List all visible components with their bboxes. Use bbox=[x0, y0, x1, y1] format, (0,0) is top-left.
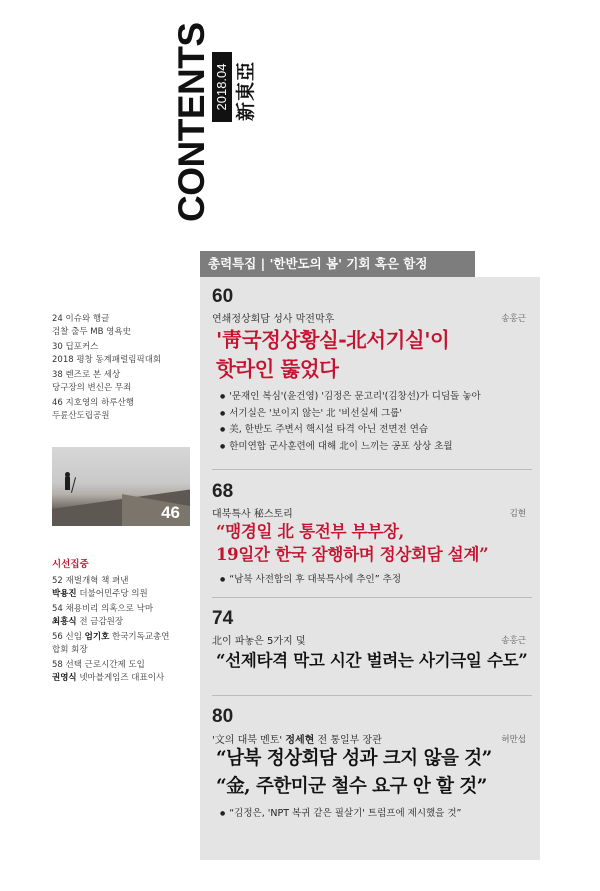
page-number: 80 bbox=[212, 706, 234, 727]
masthead bbox=[170, 22, 280, 222]
list-item[interactable] bbox=[52, 369, 192, 394]
list-item[interactable] bbox=[52, 313, 192, 338]
bullet-item: ● 서기실은 '보이지 않는' 北 '비선실세 그룹' bbox=[220, 406, 481, 423]
list-item-title: 24 이슈와 행글 bbox=[52, 314, 110, 324]
list-item-title: 38 렌즈로 본 세상 bbox=[52, 370, 121, 380]
list-item[interactable] bbox=[52, 341, 192, 366]
article-bullets bbox=[220, 389, 481, 455]
hiking-photo[interactable] bbox=[52, 447, 190, 526]
list-item-desc: 검찰 출두 MB 영욕史 bbox=[52, 326, 132, 337]
issue-date-box bbox=[212, 52, 232, 122]
article-author: 송홍근 bbox=[501, 314, 526, 324]
article-subtitle bbox=[212, 731, 382, 746]
left-contents-list bbox=[52, 313, 192, 425]
article-subtitle: 연쇄정상회담 성사 막전막후 bbox=[212, 314, 335, 325]
article-author: 김현 bbox=[509, 509, 526, 519]
person-role: 전 금감원장 bbox=[76, 616, 124, 627]
spotlight-list bbox=[52, 575, 202, 687]
list-item-desc bbox=[52, 588, 202, 601]
list-item-desc bbox=[52, 631, 202, 644]
list-item-title: 58 선택 근로시간제 도입 bbox=[52, 660, 145, 670]
article-headline-line2: 19일간 한국 잠행하며 정상회담 설계” bbox=[216, 545, 489, 564]
article-headline-line1: '靑국정상황실-北서기실'이 bbox=[216, 328, 450, 352]
person-name: 권영식 bbox=[52, 672, 77, 683]
article-author: 허만섭 bbox=[501, 735, 526, 745]
list-item[interactable] bbox=[52, 631, 202, 656]
subtitle-prefix: '文의 대북 멘토' bbox=[212, 735, 286, 746]
special-feature-banner: 총력특집 | '한반도의 봄' 기회 혹은 함정 bbox=[200, 251, 475, 277]
spotlight-heading: 시선집중 bbox=[52, 559, 89, 570]
person-name: 박용진 bbox=[52, 588, 77, 599]
page-number: 74 bbox=[212, 608, 234, 629]
issue-date: 2018.04 bbox=[214, 63, 229, 111]
section-divider bbox=[212, 597, 532, 598]
article-subtitle: 대북특사 秘스토리 bbox=[212, 509, 293, 520]
list-item-title: 56 신임 bbox=[52, 632, 85, 642]
photo-page-number: 46 bbox=[161, 503, 180, 522]
bullet-item: ● 한미연합 군사훈련에 대해 北이 느끼는 공포 상상 초월 bbox=[220, 439, 481, 456]
article-author: 송홍근 bbox=[501, 636, 526, 646]
list-item-desc: 두륜산도립공원 bbox=[52, 410, 110, 421]
list-item-title: 30 딥포커스 bbox=[52, 342, 99, 352]
article-bullets bbox=[220, 806, 461, 823]
list-item-title: 52 재벌개혁 책 펴낸 bbox=[52, 576, 129, 586]
brand-logo bbox=[232, 52, 260, 130]
article-headline-line1: “맹경일 北 통전부 부부장, bbox=[216, 522, 404, 541]
subtitle-suffix: 전 통일부 장관 bbox=[314, 735, 382, 746]
person-role-cont: 합회 회장 bbox=[52, 644, 88, 655]
list-item-desc bbox=[52, 616, 202, 629]
bullet-item: ● “남북 사전합의 후 대북특사에 추인” 추정 bbox=[220, 572, 401, 589]
section-divider bbox=[212, 469, 532, 470]
brand-logo-text: 新東亞 bbox=[235, 61, 257, 122]
article-subtitle: 北이 파놓은 5가지 덫 bbox=[212, 636, 306, 647]
list-item-title: 54 채용비리 의혹으로 낙마 bbox=[52, 604, 154, 614]
article-headline-line2: 핫라인 뚫었다 bbox=[216, 357, 339, 381]
page-number: 68 bbox=[212, 481, 234, 502]
list-item[interactable] bbox=[52, 575, 202, 600]
list-item[interactable] bbox=[52, 397, 192, 422]
list-item-desc: 2018 평창 동계패럴림픽대회 bbox=[52, 354, 162, 365]
list-item-title: 46 지호영의 하루산행 bbox=[52, 398, 134, 408]
person-role: 더불어민주당 의원 bbox=[76, 588, 148, 599]
person-role: 한국기독교총연 bbox=[109, 632, 170, 642]
list-item-desc bbox=[52, 672, 202, 685]
article-headline-line1: “남북 정상회담 성과 크지 않을 것” bbox=[216, 748, 492, 769]
bullet-item: ● “김정은, 'NPT 복귀 같은 필살기' 트럼프에 제시했을 것” bbox=[220, 806, 461, 823]
list-item[interactable] bbox=[52, 659, 202, 684]
hiking-pole bbox=[71, 477, 76, 493]
contents-title: CONTENTS bbox=[171, 22, 212, 222]
feature-panel bbox=[200, 277, 540, 860]
subtitle-name: 정세현 bbox=[285, 735, 315, 746]
hiker-figure bbox=[65, 476, 70, 490]
person-name: 엄기호 bbox=[84, 632, 110, 642]
person-role: 넷마블게임즈 대표이사 bbox=[76, 672, 165, 683]
section-divider bbox=[212, 695, 532, 696]
bullet-item: ● 美, 한반도 주변서 핵시설 타격 아닌 전면전 연습 bbox=[220, 422, 481, 439]
page-number: 60 bbox=[212, 286, 234, 307]
list-item-desc: 당구장의 변신은 무죄 bbox=[52, 382, 132, 393]
bullet-item: ● '문재인 복심'(윤건영) '김정은 문고리'(김창선)가 디딤돌 놓아 bbox=[220, 389, 481, 406]
article-bullets bbox=[220, 572, 401, 589]
person-name: 최흥식 bbox=[52, 616, 77, 627]
article-headline: “선제타격 막고 시간 벌려는 사기극일 수도” bbox=[216, 651, 528, 670]
article-headline-line2: “金, 주한미군 철수 요구 안 할 것” bbox=[216, 776, 487, 797]
list-item[interactable] bbox=[52, 603, 202, 628]
